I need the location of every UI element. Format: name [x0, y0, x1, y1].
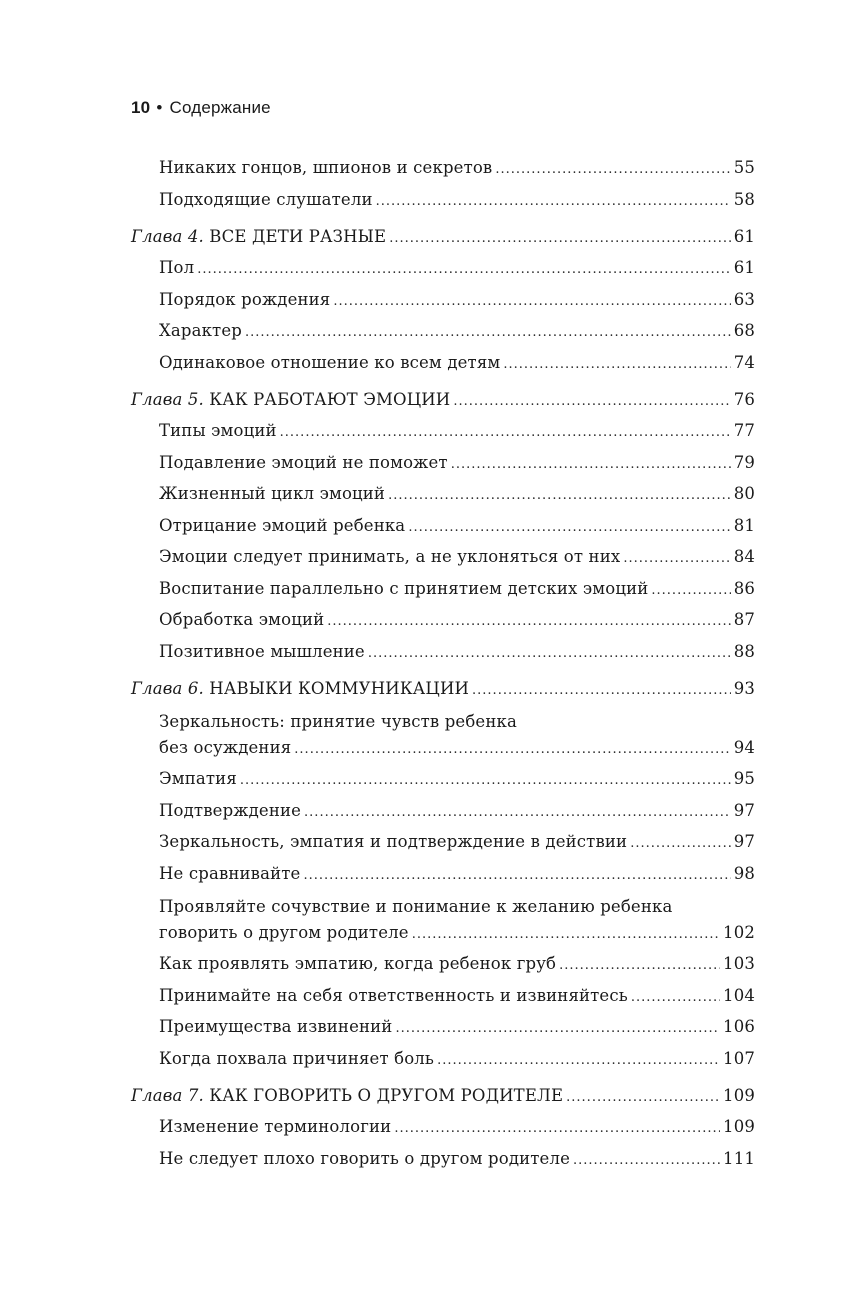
- toc-entry-title: Типы эмоций: [159, 421, 277, 440]
- toc-entry-title: Подавление эмоций не поможет: [159, 452, 448, 472]
- chapter-title: КАК РАБОТАЮТ ЭМОЦИИ: [203, 389, 451, 409]
- toc-entry-title: Воспитание параллельно с принятием детских эмоций: [159, 578, 649, 598]
- toc-entry-title: Позитивное мышление: [159, 641, 365, 661]
- toc-entry-page: 107: [723, 1048, 755, 1068]
- dot-leader: [376, 190, 731, 214]
- toc-entry[interactable]: [131, 351, 755, 375]
- toc-entry[interactable]: [131, 256, 755, 280]
- dot-leader: [240, 769, 731, 793]
- dot-leader: [245, 321, 731, 345]
- toc-entry[interactable]: [131, 482, 755, 506]
- chapter-label: Глава 7.: [131, 1085, 204, 1105]
- dot-leader: [559, 954, 720, 978]
- dot-leader: [327, 610, 730, 634]
- chapter-title: КАК ГОВОРИТЬ О ДРУГОМ РОДИТЕЛЕ: [203, 1085, 564, 1105]
- toc-entry[interactable]: [131, 577, 755, 601]
- toc-entry-page: 98: [733, 863, 755, 883]
- toc-entry-page: 95: [733, 769, 755, 788]
- toc-entry-title: Как проявлять эмпатию, когда ребенок груб: [159, 954, 557, 973]
- toc-entry-page: 79: [733, 452, 755, 472]
- toc-entry-page: 61: [733, 226, 755, 246]
- toc-entry-page: 109: [723, 1085, 755, 1105]
- page-number: 10: [131, 98, 151, 117]
- toc-entry-title: Не сравнивайте: [159, 863, 301, 883]
- toc-entry-title: Обработка эмоций: [159, 610, 325, 629]
- toc-entry-page: 103: [723, 954, 755, 973]
- chapter-label: Глава 6.: [131, 678, 204, 698]
- dot-leader: [395, 1017, 720, 1041]
- toc-entry-title: Преимущества извинений: [159, 1017, 393, 1036]
- toc-entry-page: 68: [733, 321, 755, 340]
- toc-entry[interactable]: [131, 799, 755, 823]
- dot-leader: [623, 547, 730, 571]
- toc-entry-page: 94: [733, 737, 755, 757]
- toc-entry-page: 84: [733, 547, 755, 566]
- dot-leader: [651, 579, 730, 603]
- toc-entry-title: Отрицание эмоций ребенка: [159, 515, 406, 535]
- toc-entry-page: 86: [733, 578, 755, 598]
- toc-entry-page: 102: [723, 922, 755, 942]
- toc-entry-title: Эмпатия: [159, 769, 237, 788]
- toc-entry-title: Жизненный цикл эмоций: [159, 484, 386, 503]
- toc-entry-page: 81: [733, 515, 755, 535]
- toc-entry[interactable]: [131, 984, 755, 1008]
- toc-entry[interactable]: [131, 451, 755, 475]
- toc-entry-title: Изменение терминологии: [159, 1117, 392, 1136]
- dot-leader: [280, 421, 731, 445]
- toc-entry[interactable]: [131, 608, 755, 632]
- dot-leader: [631, 986, 720, 1010]
- dot-leader: [630, 832, 731, 856]
- toc-entry-page: 55: [733, 158, 755, 177]
- dot-leader: [303, 864, 730, 888]
- dot-leader: [437, 1049, 720, 1073]
- toc-entry-page: 97: [733, 832, 755, 851]
- dot-leader: [394, 1117, 720, 1141]
- toc-entry[interactable]: [131, 419, 755, 443]
- toc-entry[interactable]: [131, 1015, 755, 1039]
- toc-entry[interactable]: [131, 830, 755, 854]
- toc-chapter[interactable]: [131, 225, 755, 249]
- toc-entry[interactable]: [131, 640, 755, 664]
- toc-entry[interactable]: [131, 1115, 755, 1139]
- dot-leader: [304, 801, 731, 825]
- dot-leader: [389, 227, 730, 251]
- toc-entry-page: 80: [733, 484, 755, 503]
- dot-leader: [408, 516, 730, 540]
- toc-entry-title: говорить о другом родителе: [159, 922, 409, 942]
- toc-entry-title: Порядок рождения: [159, 289, 331, 309]
- toc-entry-page: 77: [733, 421, 755, 440]
- toc-entry-multiline[interactable]: [131, 895, 755, 945]
- toc-entry[interactable]: [131, 288, 755, 312]
- toc-chapter[interactable]: [131, 388, 755, 412]
- chapter-label: Глава 5.: [131, 389, 204, 409]
- toc-entry-page: 74: [733, 352, 755, 372]
- toc-entry[interactable]: [131, 319, 755, 343]
- toc-entry-title-line1: Проявляйте сочувствие и понимание к желанию ребенка: [159, 896, 673, 916]
- toc-entry-page: 88: [733, 641, 755, 661]
- dot-leader: [412, 923, 720, 947]
- toc-entry-title: Характер: [159, 321, 242, 340]
- dot-leader: [368, 642, 731, 666]
- header-title: Содержание: [169, 98, 271, 117]
- dot-leader: [388, 484, 731, 508]
- toc-entry-title: Принимайте на себя ответственность и извиняйтесь: [159, 985, 628, 1005]
- toc-entry[interactable]: [131, 1047, 755, 1071]
- dot-leader: [333, 290, 730, 314]
- chapter-title: НАВЫКИ КОММУНИКАЦИИ: [203, 678, 470, 698]
- toc-entry-page: 63: [733, 289, 755, 309]
- toc-chapter[interactable]: [131, 677, 755, 701]
- toc-entry[interactable]: [131, 767, 755, 791]
- dot-leader: [566, 1086, 720, 1110]
- toc-entry-page: 93: [733, 678, 755, 698]
- toc-entry-title: Пол: [159, 258, 195, 277]
- header-separator: •: [156, 98, 163, 117]
- table-of-contents: [131, 156, 755, 1171]
- toc-entry-title: Когда похвала причиняет боль: [159, 1048, 435, 1068]
- toc-entry-page: 111: [723, 1148, 755, 1168]
- chapter-label: Глава 4.: [131, 226, 204, 246]
- toc-entry-page: 58: [733, 189, 755, 209]
- dot-leader: [503, 353, 730, 377]
- toc-entry-title: без осуждения: [159, 737, 292, 757]
- toc-entry[interactable]: [131, 952, 755, 976]
- dot-leader: [451, 453, 731, 477]
- toc-entry-title: Зеркальность, эмпатия и подтверждение в действии: [159, 832, 628, 851]
- toc-entry[interactable]: [131, 862, 755, 886]
- toc-entry[interactable]: [131, 156, 755, 180]
- toc-entry-page: 97: [733, 800, 755, 820]
- toc-entry[interactable]: [131, 545, 755, 569]
- toc-entry-title: Подтверждение: [159, 800, 302, 820]
- toc-entry-page: 106: [723, 1017, 755, 1036]
- running-head: [131, 97, 271, 119]
- toc-entry-page: 104: [723, 985, 755, 1005]
- dot-leader: [197, 258, 730, 282]
- dot-leader: [453, 390, 730, 414]
- toc-entry-title: Одинаковое отношение ко всем детям: [159, 352, 501, 372]
- dot-leader: [495, 158, 730, 182]
- dot-leader: [472, 679, 731, 703]
- dot-leader: [294, 738, 730, 762]
- toc-entry[interactable]: [131, 514, 755, 538]
- toc-entry-page: 109: [723, 1117, 755, 1136]
- dot-leader: [573, 1149, 720, 1173]
- toc-entry-multiline[interactable]: [131, 710, 755, 760]
- toc-entry-title: Никаких гонцов, шпионов и секретов: [159, 158, 493, 177]
- toc-entry-page: 76: [733, 389, 755, 409]
- toc-entry-page: 61: [733, 258, 755, 277]
- toc-entry[interactable]: [131, 188, 755, 212]
- toc-entry-title: Не следует плохо говорить о другом родителе: [159, 1148, 571, 1168]
- toc-entry-page: 87: [733, 610, 755, 629]
- toc-entry-title: Эмоции следует принимать, а не уклоняться от них: [159, 547, 621, 566]
- chapter-title: ВСЕ ДЕТИ РАЗНЫЕ: [203, 226, 387, 246]
- toc-entry-title-line1: Зеркальность: принятие чувств ребенка: [159, 711, 517, 731]
- toc-entry[interactable]: [131, 1147, 755, 1171]
- toc-chapter[interactable]: [131, 1084, 755, 1108]
- toc-entry-title: Подходящие слушатели: [159, 189, 373, 209]
